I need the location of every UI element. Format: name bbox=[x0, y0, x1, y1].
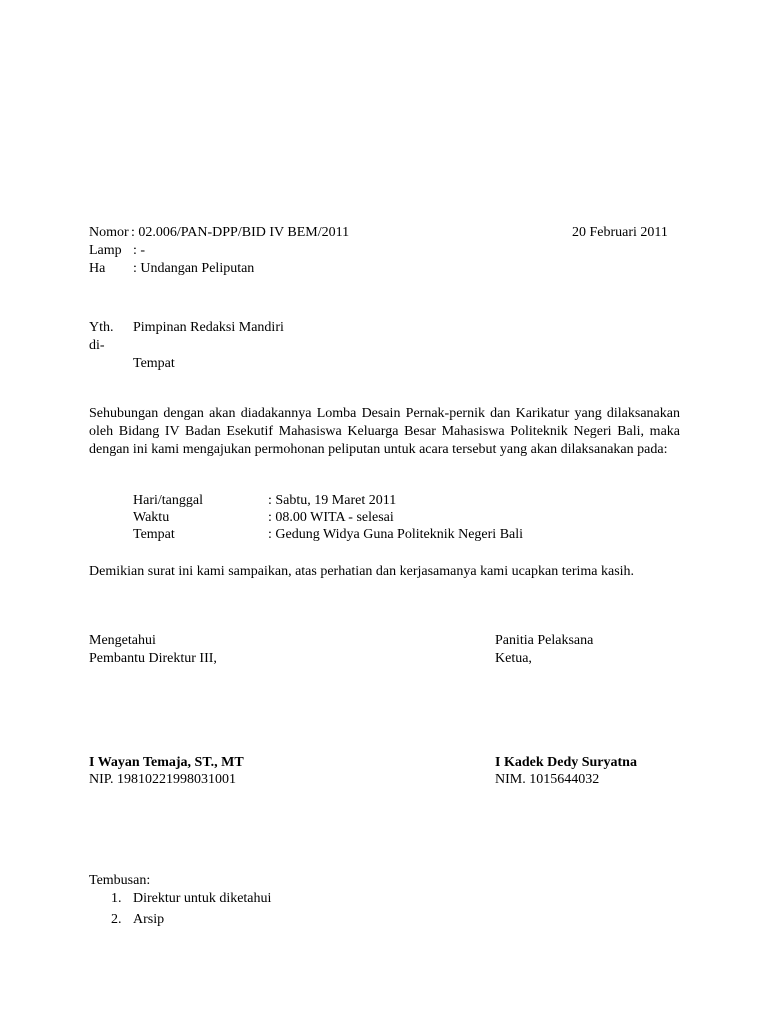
hal-value: : Undangan Peliputan bbox=[133, 261, 255, 276]
detail-value-place: : Gedung Widya Guna Politeknik Negeri Bali bbox=[268, 527, 524, 542]
tembusan-num-2: 2. bbox=[111, 912, 122, 927]
recipient-di: di- bbox=[89, 338, 105, 353]
nomor-label: Nomor bbox=[89, 225, 129, 240]
tembusan-item-1: Direktur untuk diketahui bbox=[133, 891, 272, 906]
nomor-value: : 02.006/PAN-DPP/BID IV BEM/2011 bbox=[131, 225, 350, 240]
detail-label-time: Waktu bbox=[133, 510, 170, 525]
detail-value-date: : Sabtu, 19 Maret 2011 bbox=[268, 493, 397, 508]
detail-label-date: Hari/tanggal bbox=[133, 493, 203, 508]
intro-paragraph: Sehubungan dengan akan diadakannya Lomba Desain Pernak-pernik dan Karikatur yang dilaksanakan oleh Bidang IV Badan Esekutif Mahasiswa Keluarga Besar Mahasiswa Politeknik Negeri Bali, maka dengan ini kami mengajukan permohonan peliputan untuk acara tersebut yang akan dilaksanakan pada: bbox=[89, 406, 680, 457]
sig-right-name: I Kadek Dedy Suryatna bbox=[495, 755, 637, 770]
sig-left-id: NIP. 19810221998031001 bbox=[89, 772, 237, 787]
detail-value-time: : 08.00 WITA - selesai bbox=[268, 510, 394, 525]
recipient-yth: Yth. bbox=[89, 320, 114, 335]
sig-right-line1: Panitia Pelaksana bbox=[495, 633, 594, 648]
sig-left-name: I Wayan Temaja, ST., MT bbox=[89, 755, 244, 770]
lamp-value: : - bbox=[133, 243, 146, 258]
sig-right-line2: Ketua, bbox=[495, 651, 532, 666]
detail-label-place: Tempat bbox=[133, 527, 175, 542]
tembusan-title: Tembusan: bbox=[89, 873, 151, 888]
tembusan-item-2: Arsip bbox=[133, 912, 165, 927]
sig-left-line2: Pembantu Direktur III, bbox=[89, 651, 217, 666]
lamp-label: Lamp bbox=[89, 243, 122, 258]
sig-right-id: NIM. 1015644032 bbox=[495, 772, 600, 787]
sig-left-line1: Mengetahui bbox=[89, 633, 156, 648]
hal-label: Ha bbox=[89, 261, 106, 276]
letter-date: 20 Februari 2011 bbox=[572, 225, 668, 240]
closing-paragraph: Demikian surat ini kami sampaikan, atas perhatian dan kerjasamanya kami ucapkan terima kasih. bbox=[89, 564, 635, 579]
recipient-place: Tempat bbox=[133, 356, 175, 371]
recipient-name: Pimpinan Redaksi Mandiri bbox=[133, 320, 284, 335]
tembusan-num-1: 1. bbox=[111, 891, 122, 906]
